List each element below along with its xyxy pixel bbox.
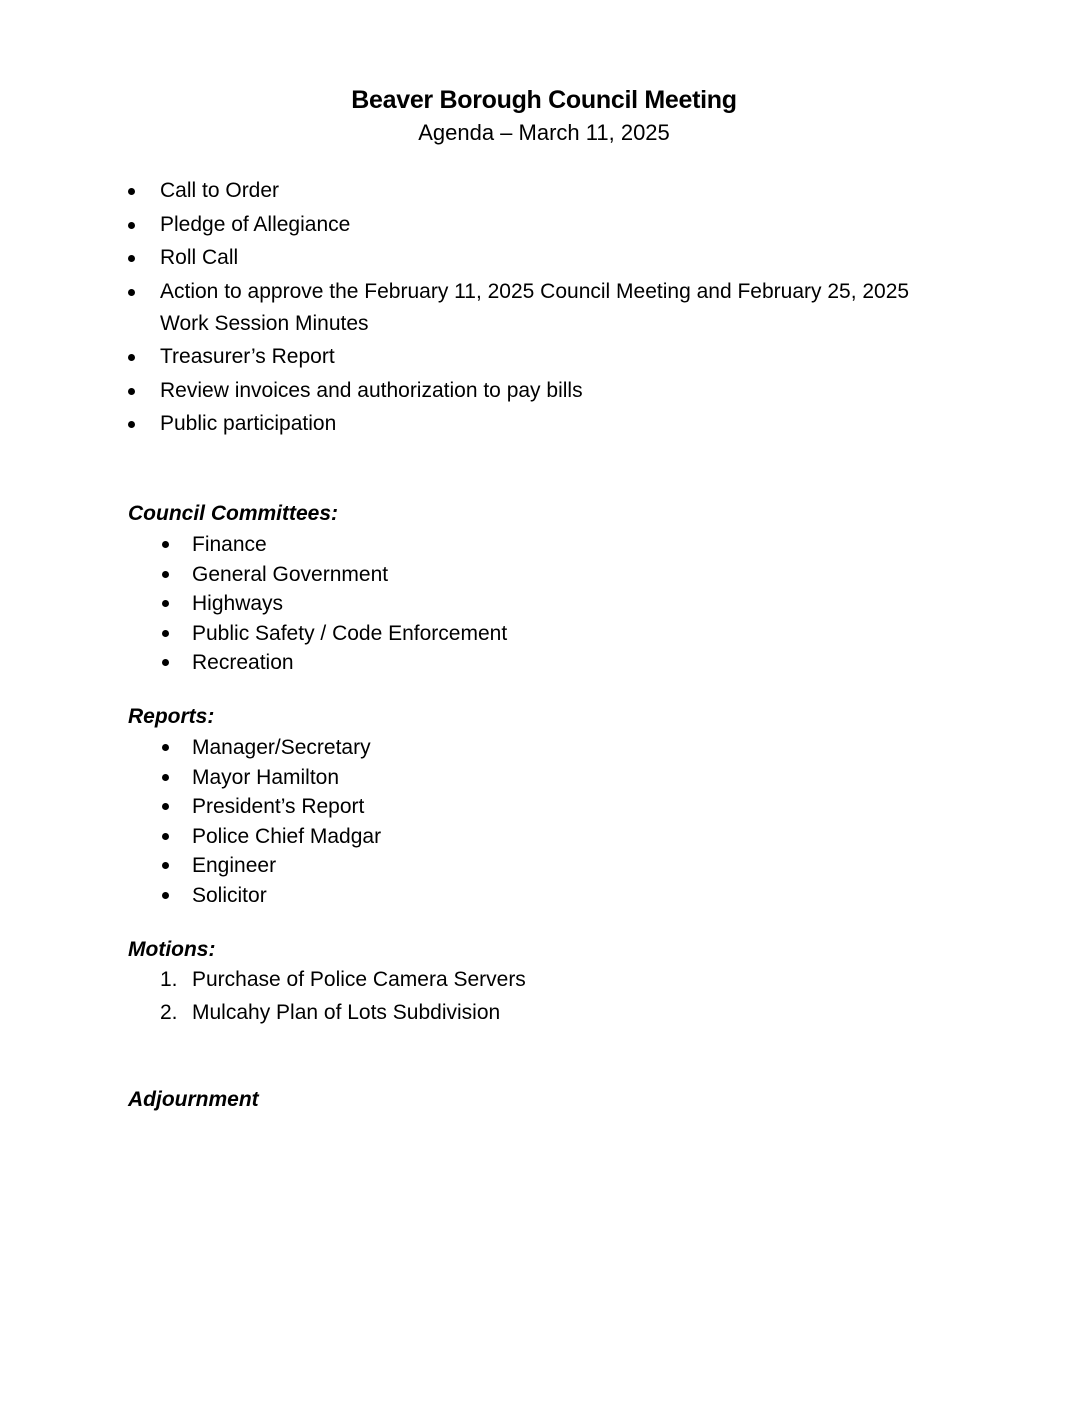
bullet-icon: [128, 289, 135, 296]
council-committees-heading: Council Committees:: [128, 502, 339, 525]
bullet-icon: [128, 421, 135, 428]
reports-list: [0, 733, 381, 911]
bullet-icon: [162, 659, 169, 666]
report-item: Engineer: [0, 851, 381, 881]
reports-heading: Reports:: [128, 705, 215, 728]
bullet-icon: [162, 630, 169, 637]
report-item: Manager/Secretary: [0, 733, 381, 763]
agenda-item: Treasurer’s Report: [0, 341, 940, 373]
agenda-item: Action to approve the February 11, 2025 Council Meeting and February 25, 2025 Work Session Minutes: [0, 276, 940, 340]
committee-item: Recreation: [0, 648, 507, 678]
council-committees-list: [0, 530, 507, 678]
bullet-icon: [128, 222, 135, 229]
bullet-icon: [162, 862, 169, 869]
committee-item: General Government: [0, 560, 507, 590]
motion-item: 2. Mulcahy Plan of Lots Subdivision: [0, 996, 526, 1029]
report-item: Solicitor: [0, 881, 381, 911]
bullet-icon: [162, 744, 169, 751]
report-item: Mayor Hamilton: [0, 763, 381, 793]
adjournment-heading: Adjournment: [128, 1088, 259, 1111]
bullet-icon: [128, 354, 135, 361]
report-item: Police Chief Madgar: [0, 822, 381, 852]
bullet-icon: [162, 600, 169, 607]
bullet-icon: [162, 892, 169, 899]
committee-item: Highways: [0, 589, 507, 619]
motions-list: [0, 963, 526, 1029]
agenda-item: Public participation: [0, 408, 940, 440]
document-title: Beaver Borough Council Meeting: [351, 86, 737, 114]
committee-item: Finance: [0, 530, 507, 560]
motion-number: 1.: [160, 968, 178, 991]
motion-number: 2.: [160, 1001, 178, 1024]
bullet-icon: [128, 188, 135, 195]
bullet-icon: [128, 255, 135, 262]
bullet-icon: [162, 833, 169, 840]
motions-heading: Motions:: [128, 938, 216, 961]
report-item: President’s Report: [0, 792, 381, 822]
bullet-icon: [162, 541, 169, 548]
bullet-icon: [162, 774, 169, 781]
agenda-list: [0, 175, 1000, 442]
committee-item: Public Safety / Code Enforcement: [0, 619, 507, 649]
motion-item: 1. Purchase of Police Camera Servers: [0, 963, 526, 996]
agenda-item: Roll Call: [0, 242, 940, 274]
bullet-icon: [162, 571, 169, 578]
document-subtitle: Agenda – March 11, 2025: [418, 120, 670, 145]
bullet-icon: [128, 388, 135, 395]
agenda-item: Review invoices and authorization to pay bills: [0, 375, 940, 407]
bullet-icon: [162, 803, 169, 810]
agenda-item: Pledge of Allegiance: [0, 209, 940, 241]
agenda-item: Call to Order: [0, 175, 940, 207]
